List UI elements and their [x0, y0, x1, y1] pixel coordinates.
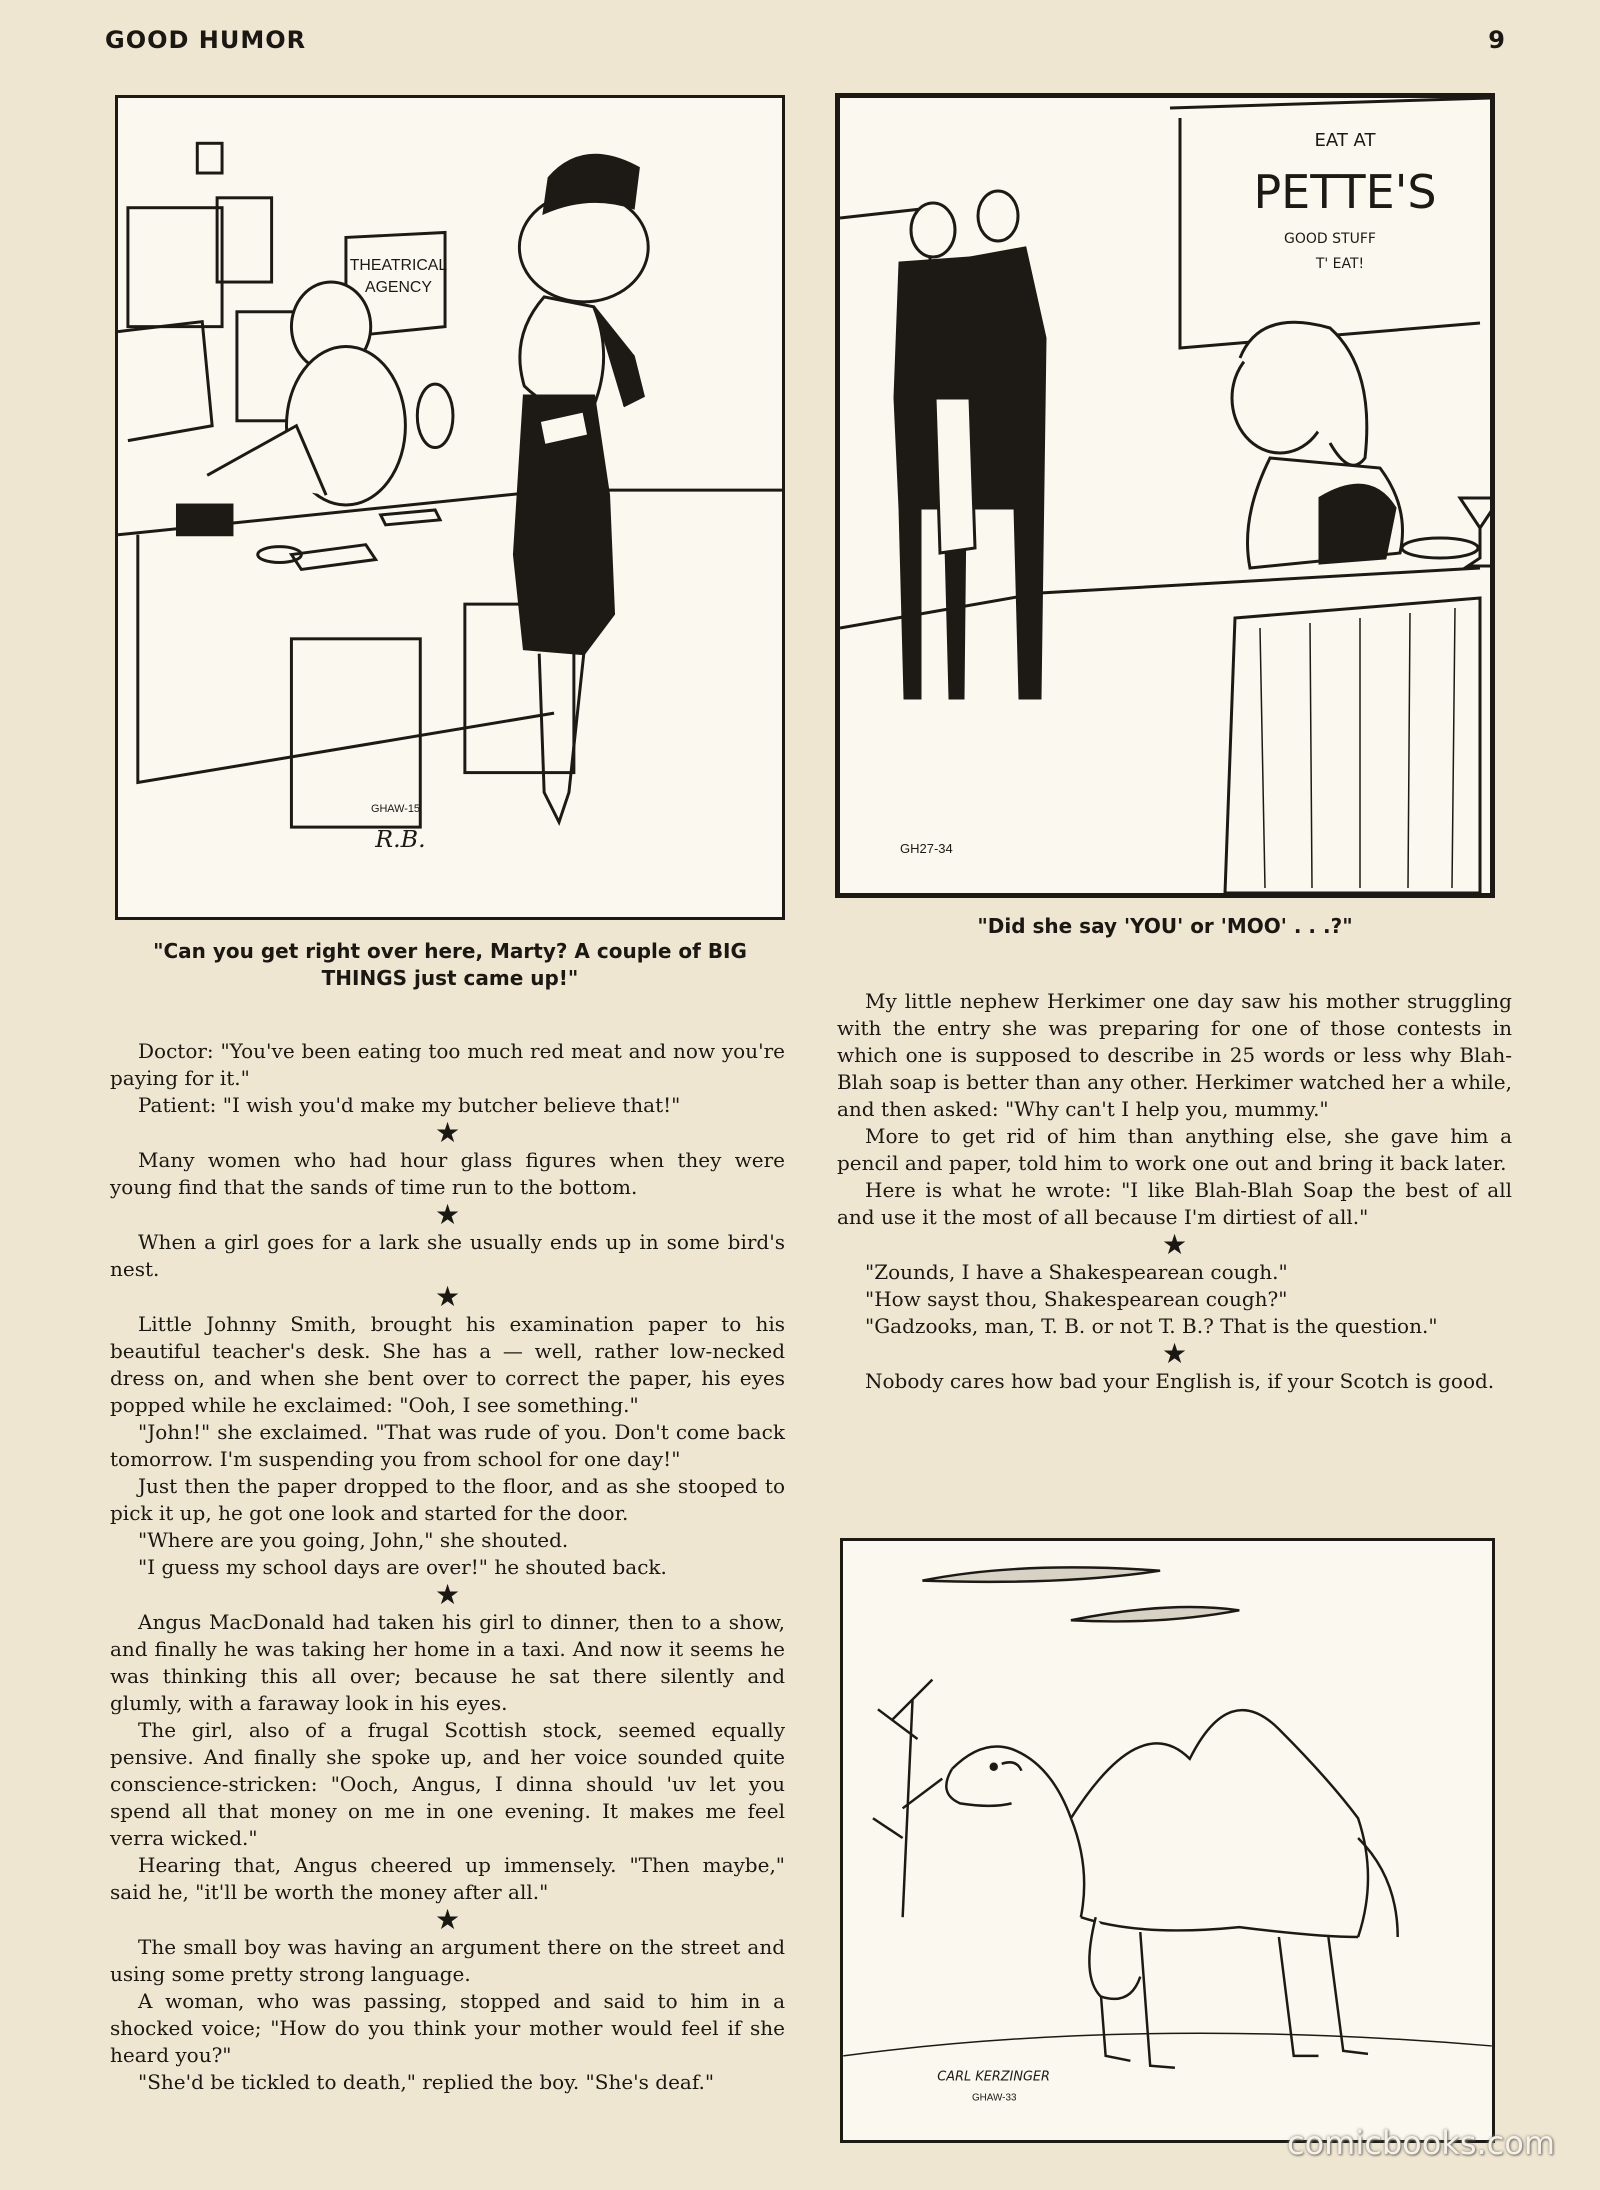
agency-sign-line1: THEATRICAL [349, 257, 448, 275]
joke-paragraph: "John!" she exclaimed. "That was rude of you. Don't come back tomorrow. I'm suspending you from school for one day!" [110, 1420, 785, 1471]
joke-paragraph: More to get rid of him than anything else, she gave him a pencil and paper, told him to work one out and bring it back later. [837, 1124, 1512, 1175]
cartoon-code: GHAW-15 [370, 803, 421, 816]
joke-paragraph: Angus MacDonald had taken his girl to dinner, then to a show, and finally he was taking her home in a taxi. And now it seems he was thinking this all over; because he sat there silently and glumly, with a faraway look in his eyes. [110, 1610, 785, 1715]
joke-paragraph: Patient: "I wish you'd make my butcher believe that!" [138, 1093, 681, 1117]
caption-line: "Can you get right over here, Marty? A couple of BIG [153, 939, 747, 963]
joke-paragraph: "Where are you going, John," she shouted. [138, 1528, 569, 1552]
cartoon-theatrical-agency-drawing [118, 98, 782, 917]
joke-paragraph: My little nephew Herkimer one day saw his mother struggling with the entry she was preparing for one of those contests in which one is supposed to describe in 25 words or less why Blah-Blah soap is better than any other. Herkimer watched her a while, and then asked: "Why can't I help you, mummy." [837, 989, 1512, 1121]
cartoon-restaurant [835, 93, 1495, 898]
left-text-column [110, 1038, 785, 2096]
star-separator: ★ [1161, 1337, 1188, 1370]
cartoon-camel [840, 1538, 1495, 2143]
cartoon-code: GH27-34 [900, 841, 953, 856]
joke-paragraph: Many women who had hour glass figures when they were young find that the sands of time run to the bottom. [110, 1148, 785, 1199]
magazine-title: GOOD HUMOR [105, 26, 307, 54]
cartoon-camel-drawing [843, 1541, 1492, 2140]
joke-paragraph: "She'd be tickled to death," replied the boy. "She's deaf." [138, 2070, 715, 2094]
running-head [105, 20, 1505, 60]
artist-signature: CARL KERZINGER [937, 2069, 1051, 2085]
star-separator: ★ [1161, 1228, 1188, 1261]
joke-paragraph: Doctor: "You've been eating too much red meat and now you're paying for it." [110, 1039, 785, 1090]
cartoon-code: GHAW-33 [971, 2092, 1017, 2104]
page-number: 9 [1488, 26, 1505, 54]
cartoon-theatrical-agency [115, 95, 785, 920]
joke-paragraph: Nobody cares how bad your English is, if your Scotch is good. [865, 1369, 1495, 1393]
cartoon-caption: "Did she say 'YOU' or 'MOO' . . .?" [977, 914, 1353, 938]
joke-paragraph: Here is what he wrote: "I like Blah-Blah Soap the best of all and use it the most of all because I'm dirtiest of all." [837, 1178, 1512, 1229]
star-separator: ★ [434, 1198, 461, 1231]
restaurant-sign-line3: GOOD STUFF [1284, 231, 1376, 247]
joke-paragraph: Just then the paper dropped to the floor, and as she stooped to pick it up, he got one look and started for the door. [110, 1474, 785, 1525]
agency-sign-line2: AGENCY [365, 278, 432, 296]
joke-paragraph: "How sayst thou, Shakespearean cough?" [865, 1287, 1288, 1311]
star-separator: ★ [434, 1280, 461, 1313]
joke-paragraph: "Gadzooks, man, T. B. or not T. B.? That is the question." [865, 1314, 1438, 1338]
artist-signature: R.B. [375, 824, 426, 853]
watermark: comicbooks.com [1286, 2124, 1555, 2162]
joke-paragraph: "Zounds, I have a Shakespearean cough." [865, 1260, 1288, 1284]
restaurant-sign-line1: EAT AT [1314, 130, 1376, 151]
joke-paragraph: A woman, who was passing, stopped and said to him in a shocked voice; "How do you think your mother would feel if she heard you?" [110, 1989, 785, 2067]
restaurant-sign-name: PETTE'S [1253, 165, 1437, 219]
star-separator: ★ [434, 1116, 461, 1149]
caption-line: THINGS just came up!" [321, 966, 579, 990]
joke-paragraph: The girl, also of a frugal Scottish stock, seemed equally pensive. And finally she spoke up, and her voice sounded quite conscience-stricken: "Ooch, Angus, I dinna should 'uv let you spend all that money on me in one evening. It makes me feel verra wicked." [110, 1718, 785, 1850]
star-separator: ★ [434, 1578, 461, 1611]
joke-paragraph: The small boy was having an argument there on the street and using some pretty strong language. [110, 1935, 785, 1986]
joke-paragraph: When a girl goes for a lark she usually ends up in some bird's nest. [110, 1230, 785, 1281]
restaurant-sign-line4: T' EAT! [1315, 256, 1365, 272]
joke-paragraph: Hearing that, Angus cheered up immensely. "Then maybe," said he, "it'll be worth the money after all." [110, 1853, 785, 1904]
joke-paragraph: "I guess my school days are over!" he shouted back. [138, 1555, 667, 1579]
right-text-column [837, 988, 1512, 1395]
star-separator: ★ [434, 1903, 461, 1936]
cartoon-restaurant-drawing [840, 98, 1490, 893]
joke-paragraph: Little Johnny Smith, brought his examination paper to his beautiful teacher's desk. She has a — well, rather low-necked dress on, and when she bent over to correct the paper, his eyes popped while he exclaimed: "Ooh, I see something." [110, 1312, 785, 1417]
cartoon-caption [105, 938, 795, 992]
